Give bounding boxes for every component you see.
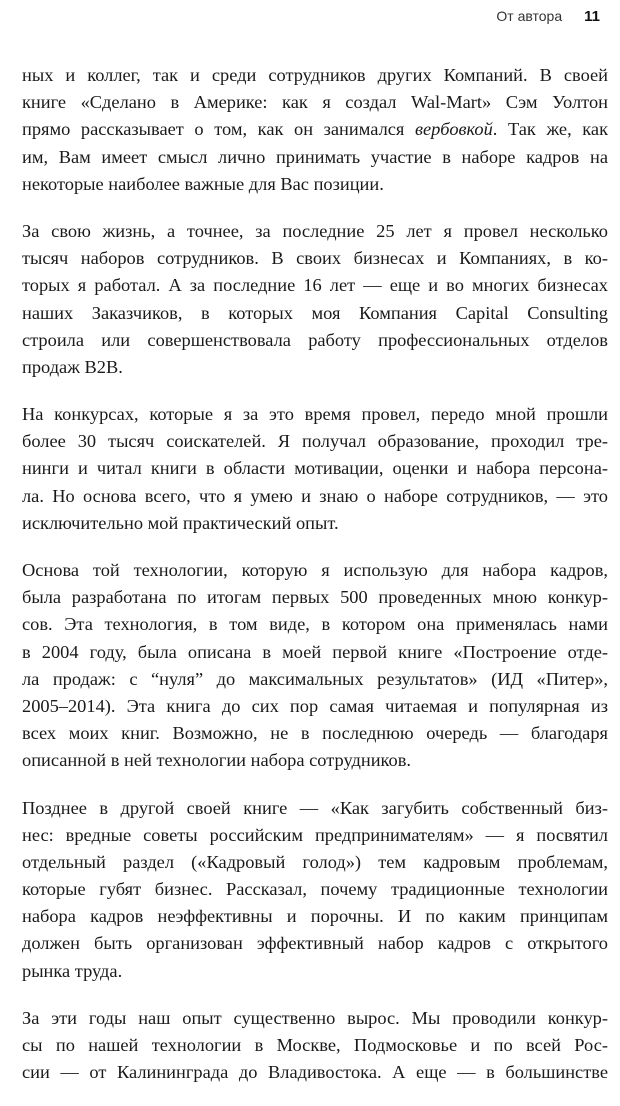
text-line: должен быть организован эффективный набор кадров с открытого <box>22 933 608 954</box>
text-line: ла продаж: с “нуля” до максимальных результатов» (ИД «Питер», <box>22 668 608 689</box>
text-line: На конкурсах, которые я за это время провел, передо мной прошли <box>22 404 608 425</box>
text-line: сии — от Калининграда до Владивостока. А еще — в большинстве <box>22 1062 608 1083</box>
text-line: отдельный раздел («Кадровый голод») тем кадровым проблемам, <box>22 851 608 872</box>
text-line: книге «Сделано в Америке: как я создал Wal-Mart» Сэм Уолтон <box>22 92 608 113</box>
paragraph-6 <box>22 1005 608 1087</box>
section-title: От автора <box>496 8 563 24</box>
text-line: некоторые наиболее важные для Вас позиции. <box>22 173 384 194</box>
body-text <box>22 62 608 1106</box>
italic-word: вербовкой <box>414 119 493 140</box>
text-line: тысяч наборов сотрудников. В своих бизнесах и Компаниях, в ко- <box>22 248 608 269</box>
text-line: нинги и читал книги в области мотивации, оценки и набора персона- <box>22 458 608 479</box>
text-line: всех моих книг. Возможно, не в последнюю очередь — благодаря <box>22 723 608 744</box>
text-line: ных и коллег, так и среди сотрудников других Компаний. В своей <box>22 65 608 85</box>
paragraph-5 <box>22 795 608 985</box>
paragraph-4 <box>22 557 608 775</box>
text-span: прямо рассказывает о том, как он занимался <box>22 119 415 140</box>
text-line: сы по нашей технологии в Москве, Подмосковье и по всей Рос- <box>22 1035 608 1055</box>
text-line: За эти годы наш опыт существенно вырос. Мы проводили конкур- <box>22 1007 608 1028</box>
page-number: 11 <box>584 8 600 25</box>
text-line: была разработана по итогам первых 500 проведенных мною конкур- <box>22 587 608 608</box>
text-line: торых я работал. А за последние 16 лет — еще и во многих бизнесах <box>22 275 608 296</box>
paragraph-2 <box>22 218 608 381</box>
text-line: сов. Эта технология, в том виде, в котором она применялась нами <box>22 614 608 635</box>
text-line: им, Вам имеет смысл лично принимать участие в наборе кадров на <box>22 146 608 167</box>
text-line: описанной в ней технологии набора сотрудников. <box>22 750 412 771</box>
text-line: Позднее в другой своей книге — «Как загубить собственный биз- <box>22 797 608 818</box>
text-line: 2005–2014). Эта книга до сих пор самая читаемая и популярная из <box>22 695 608 716</box>
text-line: нес: вредные советы российским предпринимателям» — я посвятил <box>22 824 608 845</box>
text-line: строила или совершенствовала работу профессиональных отделов <box>22 329 608 350</box>
paragraph-1 <box>22 62 608 198</box>
text-line <box>22 116 608 143</box>
text-line: продаж B2B. <box>22 356 123 377</box>
text-line: наших Заказчиков, в которых моя Компания Capital Consulting <box>22 302 608 323</box>
text-line: исключительно мой практический опыт. <box>22 512 339 533</box>
text-line: которые губят бизнес. Рассказал, почему традиционные технологии <box>22 879 608 900</box>
text-line: Основа той технологии, которую я использую для набора кадров, <box>22 560 608 580</box>
text-span: . Так же, как <box>492 119 608 140</box>
text-line: ла. Но основа всего, что я умею и знаю о наборе сотрудников, — это <box>22 485 608 506</box>
paragraph-3 <box>22 401 608 537</box>
text-line: набора кадров неэффективны и порочны. И по каким принципам <box>22 906 608 927</box>
text-line: За свою жизнь, а точнее, за последние 25 лет я провел несколько <box>22 220 608 241</box>
running-header <box>496 8 600 25</box>
text-line: рынка труда. <box>22 960 123 981</box>
text-line: в 2004 году, была описана в моей первой книге «Построение отде- <box>22 641 608 662</box>
text-line: более 30 тысяч соискателей. Я получал образование, проходил тре- <box>22 431 608 452</box>
